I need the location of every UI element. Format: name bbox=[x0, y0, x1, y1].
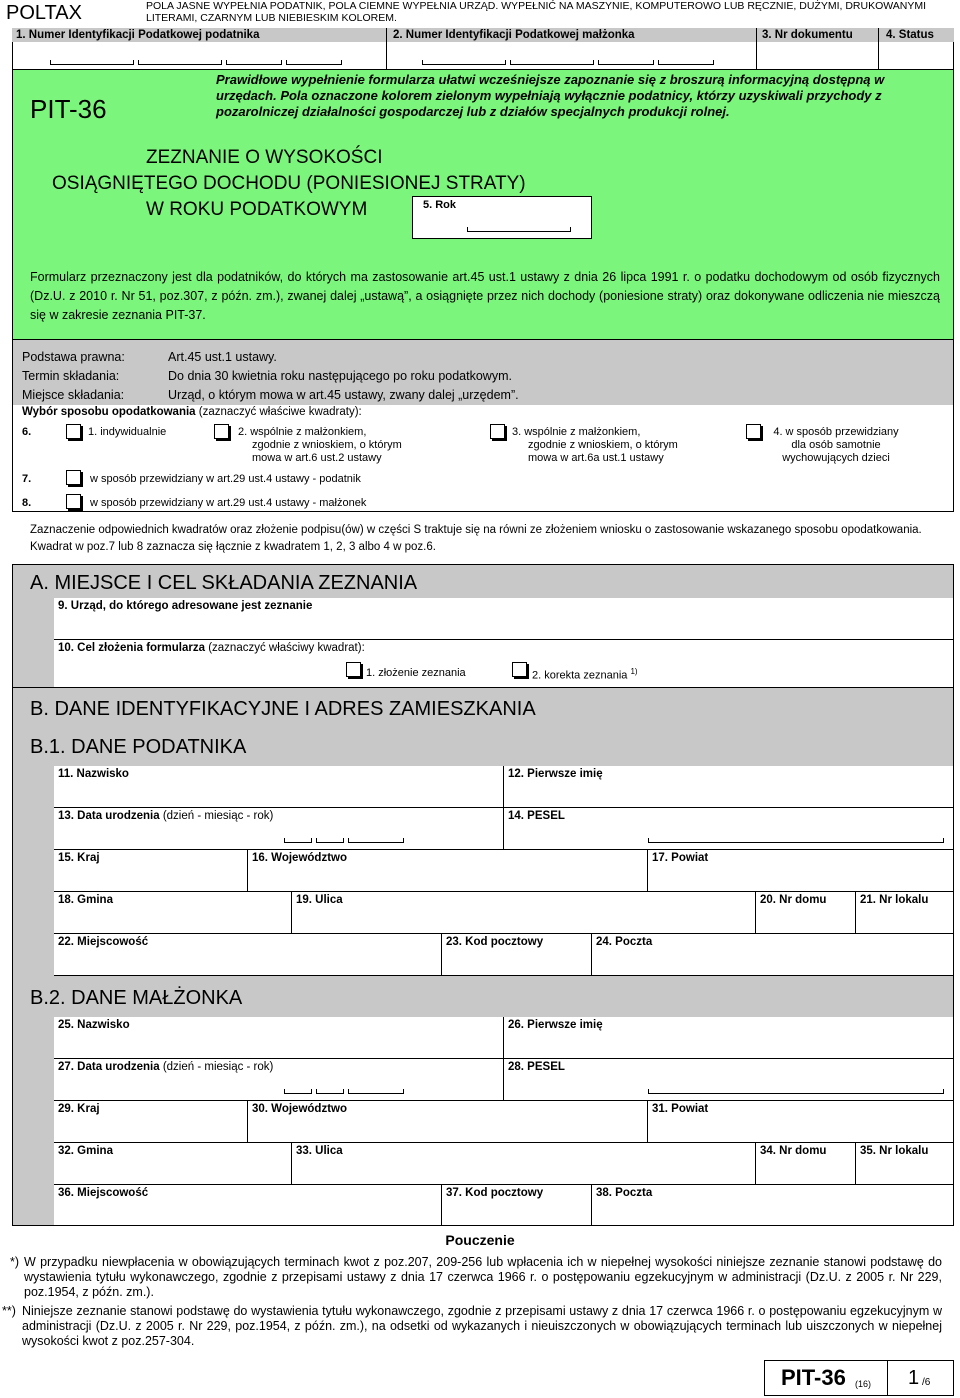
p-commune-label: 18. Gmina bbox=[58, 894, 113, 906]
s-post-office-field[interactable] bbox=[592, 1185, 954, 1226]
deadline-value: Do dnia 30 kwietnia roku następującego po roku podatkowym. bbox=[168, 369, 512, 383]
nip-spouse-input[interactable] bbox=[422, 60, 714, 65]
p-firstname-field[interactable] bbox=[504, 766, 954, 808]
s-voivodeship-label: 30. Województwo bbox=[252, 1103, 347, 1115]
p-postcode-label: 23. Kod pocztowy bbox=[446, 936, 544, 948]
p-house-field[interactable] bbox=[756, 892, 856, 934]
purpose-label-bold: 10. Cel złożenia formularza bbox=[58, 642, 205, 654]
s-post-office-label: 38. Poczta bbox=[596, 1187, 653, 1199]
p-pesel-field[interactable] bbox=[504, 808, 954, 850]
intro-note-1: Prawidłowe wypełnienie formularza ułatwi wcześniejsze zapoznanie się z broszurą informacyjną dostępną w urzędach. bbox=[216, 72, 885, 103]
p-birthdate-label-bold: 13. Data urodzenia bbox=[58, 810, 160, 822]
s-pesel-label: 28. PESEL bbox=[508, 1061, 565, 1073]
form-purpose: Formularz przeznaczony jest dla podatników, do których ma zastosowanie art.45 ust.1 ustawy z dnia 26 lipca 1991 r. o podatku dochodowym od osób fizycznych (Dz.U. z 2010 r. Nr 51, poz.307, z późn. zm.), zwanej dalej „ustawą”, a osiągnięte przez nich dochody (poniesione straty) oraz dokonywane odliczenia nie mieszczą się w zakresie zeznania PIT-37. bbox=[30, 270, 940, 322]
p-voivodeship-label: 16. Województwo bbox=[252, 852, 347, 864]
taxation-opt8-checkbox[interactable] bbox=[66, 494, 81, 509]
year-field[interactable] bbox=[412, 196, 592, 239]
s-surname-label: 25. Nazwisko bbox=[58, 1019, 130, 1031]
p-firstname-label: 12. Pierwsze imię bbox=[508, 768, 603, 780]
taxation-opt3-label bbox=[512, 426, 678, 465]
p-pesel-label: 14. PESEL bbox=[508, 810, 565, 822]
form-code: PIT-36 bbox=[30, 94, 107, 124]
s-commune-label: 32. Gmina bbox=[58, 1145, 113, 1157]
taxation-heading-rest: (zaznaczyć właściwe kwadraty): bbox=[195, 406, 362, 418]
title-line-2: OSIĄGNIĘTEGO DOCHODU (PONIESIONEJ STRATY) bbox=[52, 173, 526, 194]
p-house-label: 20. Nr domu bbox=[760, 894, 827, 906]
taxation-opt1-label: 1. indywidualnie bbox=[88, 426, 167, 438]
notes-star2: Niniejsze zeznanie stanowi podstawę do wystawienia tytułu wykonawczego, zgodnie z przepisami ustawy z dnia 17 czerwca 1966 r. o postępowaniu egzekucyjnym w administracji (Dz.U. z 2005 r. Nr 229, poz.1954, z późn. zm.), na odsetki od wykazanych i nieuiszczonych w obowiązujących terminach lub uiszczonych w niepełnej wysokości kwot z poz.257-304. bbox=[22, 1304, 942, 1348]
s-city-field[interactable] bbox=[54, 1185, 442, 1226]
title-line-1: ZEZNANIE O WYSOKOŚCI bbox=[146, 147, 383, 168]
p-surname-label: 11. Nazwisko bbox=[58, 768, 129, 780]
opt2-line1: 2. wspólnie z małżonkiem, bbox=[238, 426, 367, 438]
section-b1-title: B.1. DANE PODATNIKA bbox=[30, 736, 247, 758]
nip-spouse-label: 2. Numer Identyfikacji Podatkowej małżonka bbox=[393, 29, 635, 41]
footer-page-total: /6 bbox=[922, 1377, 931, 1388]
nip-taxpayer-input[interactable] bbox=[50, 60, 342, 65]
purpose-correction-label bbox=[532, 667, 638, 682]
p-street-field[interactable] bbox=[292, 892, 756, 934]
opt4-line1: 4. w sposób przewidziany bbox=[773, 426, 899, 438]
office-label: 9. Urząd, do którego adresowane jest zeznanie bbox=[58, 600, 313, 612]
s-county-label: 31. Powiat bbox=[652, 1103, 709, 1115]
p-flat-label: 21. Nr lokalu bbox=[860, 894, 929, 906]
pos-6-label: 6. bbox=[22, 426, 32, 438]
notes-star1: W przypadku niewpłacenia w obowiązujących terminach kwot z poz.207, 209-256 lub wpłacenia ich w niepełnej wysokości niniejsze zeznanie stanowi podstawę do wystawienia tytułu wykonawczego, zgodnie z przepisami ustawy z dnia 17 czerwca 1966 r. o postępowaniu egzekucyjnym w administracji (Dz.U. z 2005 r. Nr 229, poz.1954, z późn. zm.). bbox=[24, 1255, 942, 1299]
p-post-office-field[interactable] bbox=[592, 934, 954, 976]
s-surname-field[interactable] bbox=[54, 1017, 504, 1059]
legal-basis-value: Art.45 ust.1 ustawy. bbox=[168, 350, 277, 364]
pos-7-label: 7. bbox=[22, 473, 32, 485]
taxation-heading-bold: Wybór sposobu opodatkowania bbox=[22, 406, 196, 418]
purpose-correction-checkbox[interactable] bbox=[512, 662, 527, 677]
footer-page bbox=[888, 1360, 954, 1396]
p-birthdate-label bbox=[58, 810, 273, 822]
s-house-field[interactable] bbox=[756, 1143, 856, 1185]
doc-number-label: 3. Nr dokumentu bbox=[762, 29, 853, 41]
section-b-title: B. DANE IDENTYFIKACYJNE I ADRES ZAMIESZKANIA bbox=[30, 698, 536, 720]
purpose-filing-checkbox[interactable] bbox=[346, 662, 361, 677]
s-birthdate-label bbox=[58, 1061, 273, 1073]
opt4-line3: wychowujących dzieci bbox=[782, 452, 890, 464]
p-county-label: 17. Powiat bbox=[652, 852, 709, 864]
title-line-3: W ROKU PODATKOWYM bbox=[146, 199, 368, 220]
p-voivodeship-field[interactable] bbox=[248, 850, 648, 892]
section-a-title: A. MIEJSCE I CEL SKŁADANIA ZEZNANIA bbox=[30, 572, 418, 594]
taxation-opt7-label: w sposób przewidziany w art.29 ust.4 ustawy - podatnik bbox=[90, 473, 361, 485]
s-city-label: 36. Miejscowość bbox=[58, 1187, 149, 1199]
p-county-field[interactable] bbox=[648, 850, 954, 892]
opt4-line2: dla osób samotnie bbox=[791, 439, 881, 451]
year-label: 5. Rok bbox=[423, 199, 457, 211]
p-birthdate-field[interactable] bbox=[54, 808, 504, 850]
opt3-line1: 3. wspólnie z małżonkiem, bbox=[512, 426, 641, 438]
taxation-opt4-checkbox[interactable] bbox=[746, 424, 761, 439]
taxation-opt3-checkbox[interactable] bbox=[490, 424, 505, 439]
taxation-opt2-checkbox[interactable] bbox=[214, 424, 229, 439]
footer-code: PIT-36 bbox=[781, 1365, 846, 1390]
p-postcode-field[interactable] bbox=[442, 934, 592, 976]
s-flat-label: 35. Nr lokalu bbox=[860, 1145, 929, 1157]
s-street-label: 33. Ulica bbox=[296, 1145, 343, 1157]
place-value: Urząd, o którym mowa w art.45 ustawy, zwany dalej „urzędem”. bbox=[168, 388, 519, 402]
p-commune-field[interactable] bbox=[54, 892, 292, 934]
opt3-line3: mowa w art.6a ust.1 ustawy bbox=[528, 452, 664, 464]
nip-taxpayer-label: 1. Numer Identyfikacji Podatkowej podatnika bbox=[16, 29, 260, 41]
p-country-label: 15. Kraj bbox=[58, 852, 100, 864]
s-postcode-field[interactable] bbox=[442, 1185, 592, 1226]
intro-note bbox=[216, 72, 946, 120]
p-flat-field[interactable] bbox=[856, 892, 954, 934]
taxation-opt1-checkbox[interactable] bbox=[66, 424, 81, 439]
s-commune-field[interactable] bbox=[54, 1143, 292, 1185]
footer-form-id bbox=[764, 1360, 888, 1396]
purpose-label-rest: (zaznaczyć właściwy kwadrat): bbox=[205, 642, 365, 654]
s-house-label: 34. Nr domu bbox=[760, 1145, 827, 1157]
s-street-field[interactable] bbox=[292, 1143, 756, 1185]
office-field[interactable] bbox=[54, 598, 954, 640]
place-label: Miejsce składania: bbox=[22, 388, 125, 402]
p-city-label: 22. Miejscowość bbox=[58, 936, 149, 948]
p-country-field[interactable] bbox=[54, 850, 248, 892]
footnote-1: 1) bbox=[630, 667, 638, 676]
pos-8-label: 8. bbox=[22, 497, 32, 509]
s-firstname-field[interactable] bbox=[504, 1017, 954, 1059]
opt2-line2: zgodnie z wnioskiem, o którym bbox=[252, 439, 402, 451]
legal-basis-label: Podstawa prawna: bbox=[22, 350, 125, 364]
purpose-correction-text: 2. korekta zeznania bbox=[532, 669, 628, 682]
fill-instruction: POLA JASNE WYPEŁNIA PODATNIK, POLA CIEMNE WYPEŁNIA URZĄD. WYPEŁNIĆ NA MASZYNIE, KOMPUTEROWO LUB RĘCZNIE, DUŻYMI, DRUKOWANYMI LITERAMI, CZARNYM LUB NIEBIESKIM KOLOREM. bbox=[146, 0, 927, 24]
notes-star1-mark: *) bbox=[10, 1255, 20, 1269]
deadline-label: Termin składania: bbox=[22, 369, 120, 383]
footer-version: (16) bbox=[855, 1379, 872, 1389]
taxation-opt7-checkbox[interactable] bbox=[66, 470, 81, 485]
notes-star2-mark: **) bbox=[2, 1304, 16, 1318]
taxation-opt2-label bbox=[238, 426, 402, 465]
p-surname-field[interactable] bbox=[54, 766, 504, 808]
p-post-office-label: 24. Poczta bbox=[596, 936, 653, 948]
p-birthdate-hint: (dzień - miesiąc - rok) bbox=[159, 810, 274, 822]
s-birthdate-label-bold: 27. Data urodzenia bbox=[58, 1061, 160, 1073]
notes-title: Pouczenie bbox=[445, 1232, 515, 1248]
section-b2-title: B.2. DANE MAŁŻONKA bbox=[30, 987, 243, 1009]
s-pesel-field[interactable] bbox=[504, 1059, 954, 1101]
taxation-opt8-label: w sposób przewidziany w art.29 ust.4 ustawy - małżonek bbox=[90, 497, 367, 509]
form-brand: POLTAX bbox=[6, 2, 82, 24]
s-birthdate-hint: (dzień - miesiąc - rok) bbox=[159, 1061, 274, 1073]
purpose-filing-label: 1. złożenie zeznania bbox=[366, 667, 466, 679]
taxation-heading bbox=[22, 406, 362, 418]
purpose-label bbox=[58, 642, 365, 654]
s-firstname-label: 26. Pierwsze imię bbox=[508, 1019, 603, 1031]
s-country-label: 29. Kraj bbox=[58, 1103, 100, 1115]
footer-page-number: 1 bbox=[908, 1367, 920, 1389]
s-country-field[interactable] bbox=[54, 1101, 248, 1143]
s-flat-field[interactable] bbox=[856, 1143, 954, 1185]
opt3-line2: zgodnie z wnioskiem, o którym bbox=[528, 439, 678, 451]
taxation-opt4-label bbox=[768, 426, 904, 465]
purpose-field bbox=[54, 640, 954, 688]
taxation-note: Zaznaczenie odpowiednich kwadratów oraz złożenie podpisu(ów) w części S traktuje się na równi ze złożeniem wniosku o zastosowanie wskazanego sposobu opodatkowania. Kwadrat w poz.7 lub 8 zaznacza się łącznie z kwadratem 1, 2, 3 albo 4 w poz.6. bbox=[30, 524, 922, 553]
p-street-label: 19. Ulica bbox=[296, 894, 343, 906]
p-city-field[interactable] bbox=[54, 934, 442, 976]
s-birthdate-field[interactable] bbox=[54, 1059, 504, 1101]
s-voivodeship-field[interactable] bbox=[248, 1101, 648, 1143]
s-county-field[interactable] bbox=[648, 1101, 954, 1143]
opt2-line3: mowa w art.6 ust.2 ustawy bbox=[252, 452, 382, 464]
intro-note-2: Pola oznaczone kolorem zielonym wypełniają wyłącznie podatnicy, którzy uzyskiwali przychody z pozarolniczej działalności gospodarczej lub z działów specjalnych produkcji rolnej. bbox=[216, 88, 882, 119]
status-label: 4. Status bbox=[886, 29, 934, 41]
s-postcode-label: 37. Kod pocztowy bbox=[446, 1187, 544, 1199]
